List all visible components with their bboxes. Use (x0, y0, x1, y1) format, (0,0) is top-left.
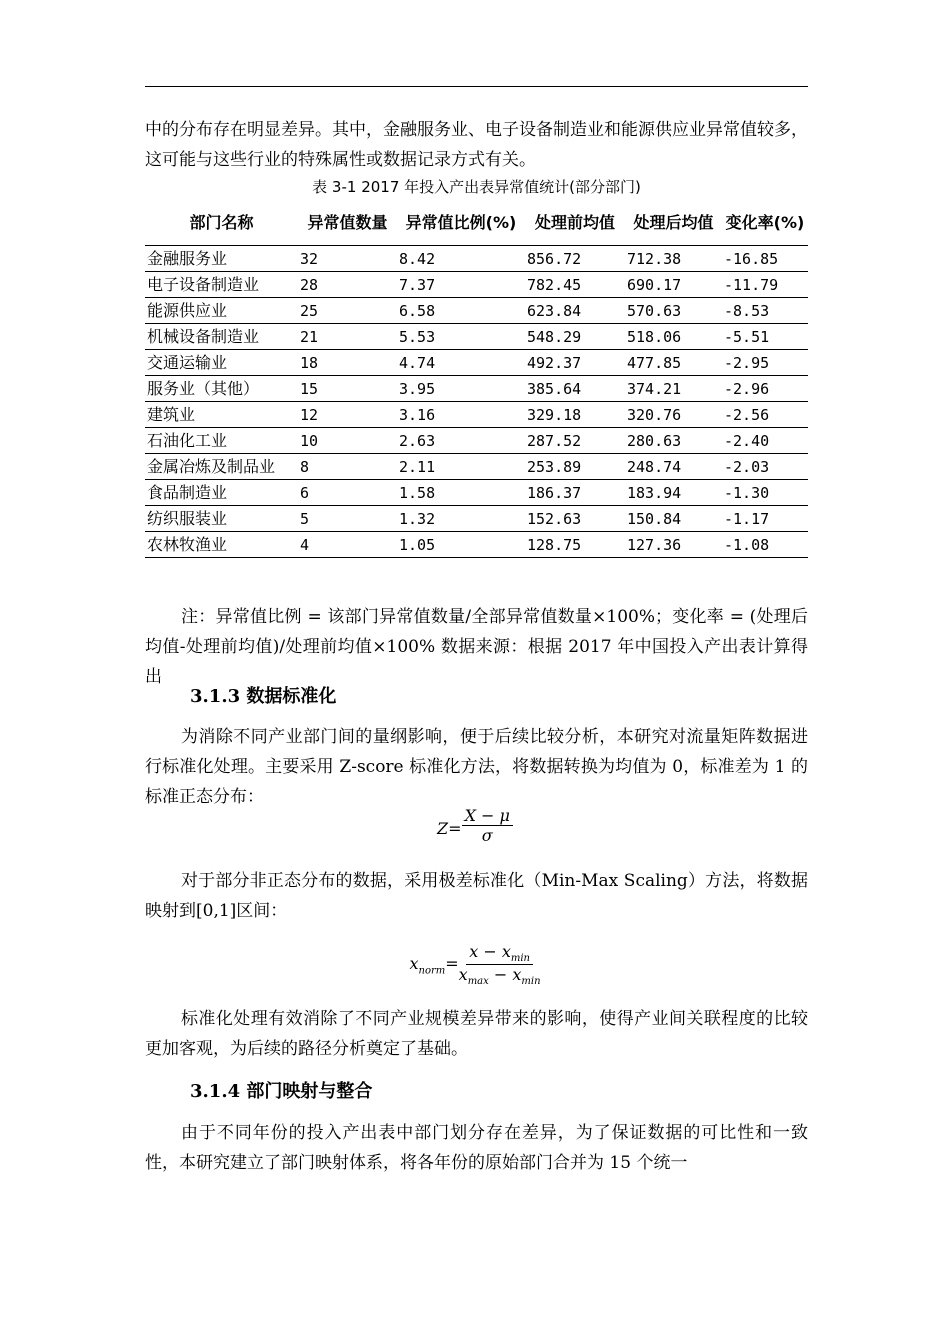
value-cell: 782.45 (525, 272, 625, 298)
value-cell: 32 (298, 246, 397, 272)
paragraph: 对于部分非正态分布的数据，采用极差标准化（Min-Max Scaling）方法，将数据映射到[0,1]区间： (145, 871, 808, 921)
value-cell: 10 (298, 428, 397, 454)
value-cell: 5.53 (397, 324, 525, 350)
value-cell: 623.84 (525, 298, 625, 324)
value-cell: 128.75 (525, 532, 625, 558)
value-cell: 6 (298, 480, 397, 506)
value-cell: 186.37 (525, 480, 625, 506)
column-header: 处理后均值 (633, 213, 714, 232)
section-heading-3-1-4: 3.1.4 部门映射与整合 (190, 1081, 373, 1102)
value-cell: 18 (298, 350, 397, 376)
sector-name-cell: 建筑业 (145, 402, 298, 428)
intro-paragraph: 中的分布存在明显差异。其中，金融服务业、电子设备制造业和能源供应业异常值较多，这可能与这些行业的特殊属性或数据记录方式有关。 (145, 120, 808, 170)
table-row (145, 428, 808, 454)
value-cell: 690.17 (625, 272, 722, 298)
value-cell: 15 (298, 376, 397, 402)
value-cell: 6.58 (397, 298, 525, 324)
value-cell: 248.74 (625, 454, 722, 480)
value-cell: -1.30 (722, 480, 808, 506)
sector-name-cell: 金融服务业 (145, 246, 298, 272)
value-cell: -2.95 (722, 350, 808, 376)
value-cell: -2.96 (722, 376, 808, 402)
value-cell: -1.17 (722, 506, 808, 532)
formula-sub: norm (418, 965, 446, 977)
value-cell: 253.89 (525, 454, 625, 480)
value-cell: 4 (298, 532, 397, 558)
value-cell: -16.85 (722, 246, 808, 272)
value-cell: 21 (298, 324, 397, 350)
table-row (145, 246, 808, 272)
paragraph: 由于不同年份的投入产出表中部门划分存在差异，为了保证数据的可比性和一致性，本研究建立了部门映射体系，将各年份的原始部门合并为 15 个统一 (145, 1123, 808, 1173)
table-row (145, 454, 808, 480)
value-cell: 320.76 (625, 402, 722, 428)
formula-denominator: σ (481, 826, 493, 845)
value-cell: 329.18 (525, 402, 625, 428)
column-header: 异常值数量 (307, 213, 388, 232)
table-row (145, 376, 808, 402)
value-cell: 570.63 (625, 298, 722, 324)
formula-lhs: Z (437, 819, 449, 838)
table-row (145, 480, 808, 506)
paragraph: 标准化处理有效消除了不同产业规模差异带来的影响，使得产业间关联程度的比较更加客观，为后续的路径分析奠定了基础。 (145, 1009, 808, 1059)
value-cell: 477.85 (625, 350, 722, 376)
value-cell: 280.63 (625, 428, 722, 454)
value-cell: 28 (298, 272, 397, 298)
value-cell: 385.64 (525, 376, 625, 402)
value-cell: 7.37 (397, 272, 525, 298)
value-cell: -2.40 (722, 428, 808, 454)
value-cell: 518.06 (625, 324, 722, 350)
table-row (145, 506, 808, 532)
table-row (145, 532, 808, 558)
table-row (145, 402, 808, 428)
value-cell: 856.72 (525, 246, 625, 272)
value-cell: 183.94 (625, 480, 722, 506)
sector-name-cell: 能源供应业 (145, 298, 298, 324)
value-cell: 25 (298, 298, 397, 324)
value-cell: 374.21 (625, 376, 722, 402)
value-cell: 1.05 (397, 532, 525, 558)
value-cell: 8 (298, 454, 397, 480)
value-cell: 287.52 (525, 428, 625, 454)
sector-name-cell: 食品制造业 (145, 480, 298, 506)
value-cell: -11.79 (722, 272, 808, 298)
value-cell: 712.38 (625, 246, 722, 272)
zscore-formula (0, 806, 950, 845)
formula-eq: = (445, 954, 459, 974)
sector-name-cell: 电子设备制造业 (145, 272, 298, 298)
value-cell: -1.08 (722, 532, 808, 558)
sector-name-cell: 交通运输业 (145, 350, 298, 376)
value-cell: -2.56 (722, 402, 808, 428)
sector-name-cell: 石油化工业 (145, 428, 298, 454)
table-row (145, 324, 808, 350)
value-cell: 3.16 (397, 402, 525, 428)
column-header: 变化率(%) (725, 213, 805, 232)
value-cell: 150.84 (625, 506, 722, 532)
value-cell: 12 (298, 402, 397, 428)
sector-name-cell: 纺织服装业 (145, 506, 298, 532)
value-cell: -5.51 (722, 324, 808, 350)
value-cell: -8.53 (722, 298, 808, 324)
formula-numerator: X − μ (462, 806, 513, 826)
outlier-table (145, 200, 808, 558)
value-cell: -2.03 (722, 454, 808, 480)
value-cell: 548.29 (525, 324, 625, 350)
column-header: 处理前均值 (534, 213, 615, 232)
column-header: 异常值比例(%) (405, 213, 517, 232)
sector-name-cell: 农林牧渔业 (145, 532, 298, 558)
value-cell: 2.63 (397, 428, 525, 454)
table-note: 注：异常值比例 = 该部门异常值数量/全部异常值数量×100%；变化率 = (处理后均值-处理前均值)/处理前均值×100% 数据来源：根据 2017 年中国投入产出表计算得出 (145, 607, 808, 687)
table-row (145, 350, 808, 376)
value-cell: 1.58 (397, 480, 525, 506)
value-cell: 3.95 (397, 376, 525, 402)
table-row (145, 298, 808, 324)
value-cell: 2.11 (397, 454, 525, 480)
sector-name-cell: 金属冶炼及制品业 (145, 454, 298, 480)
table-caption: 表 3-1 2017 年投入产出表异常值统计(部分部门) (312, 178, 641, 196)
formula-eq: = (448, 819, 462, 838)
section-heading-3-1-3: 3.1.3 数据标准化 (190, 686, 337, 707)
table-row (145, 272, 808, 298)
formula-denominator: $x_{max} - x_{min}$ (458, 965, 541, 988)
value-cell: 127.36 (625, 532, 722, 558)
paragraph: 为消除不同产业部门间的量纲影响，便于后续比较分析，本研究对流量矩阵数据进行标准化处理。主要采用 Z-score 标准化方法，将数据转换为均值为 0，标准差为 1 的标准正态分布： (145, 727, 808, 807)
value-cell: 1.32 (397, 506, 525, 532)
column-header: 部门名称 (189, 213, 254, 232)
header-rule (145, 86, 808, 87)
value-cell: 5 (298, 506, 397, 532)
sector-name-cell: 机械设备制造业 (145, 324, 298, 350)
value-cell: 8.42 (397, 246, 525, 272)
formula-var: x (409, 954, 419, 974)
value-cell: 492.37 (525, 350, 625, 376)
minmax-formula (0, 942, 950, 987)
sector-name-cell: 服务业（其他） (145, 376, 298, 402)
formula-numerator: $x - x_{min}$ (466, 942, 533, 965)
value-cell: 4.74 (397, 350, 525, 376)
value-cell: 152.63 (525, 506, 625, 532)
